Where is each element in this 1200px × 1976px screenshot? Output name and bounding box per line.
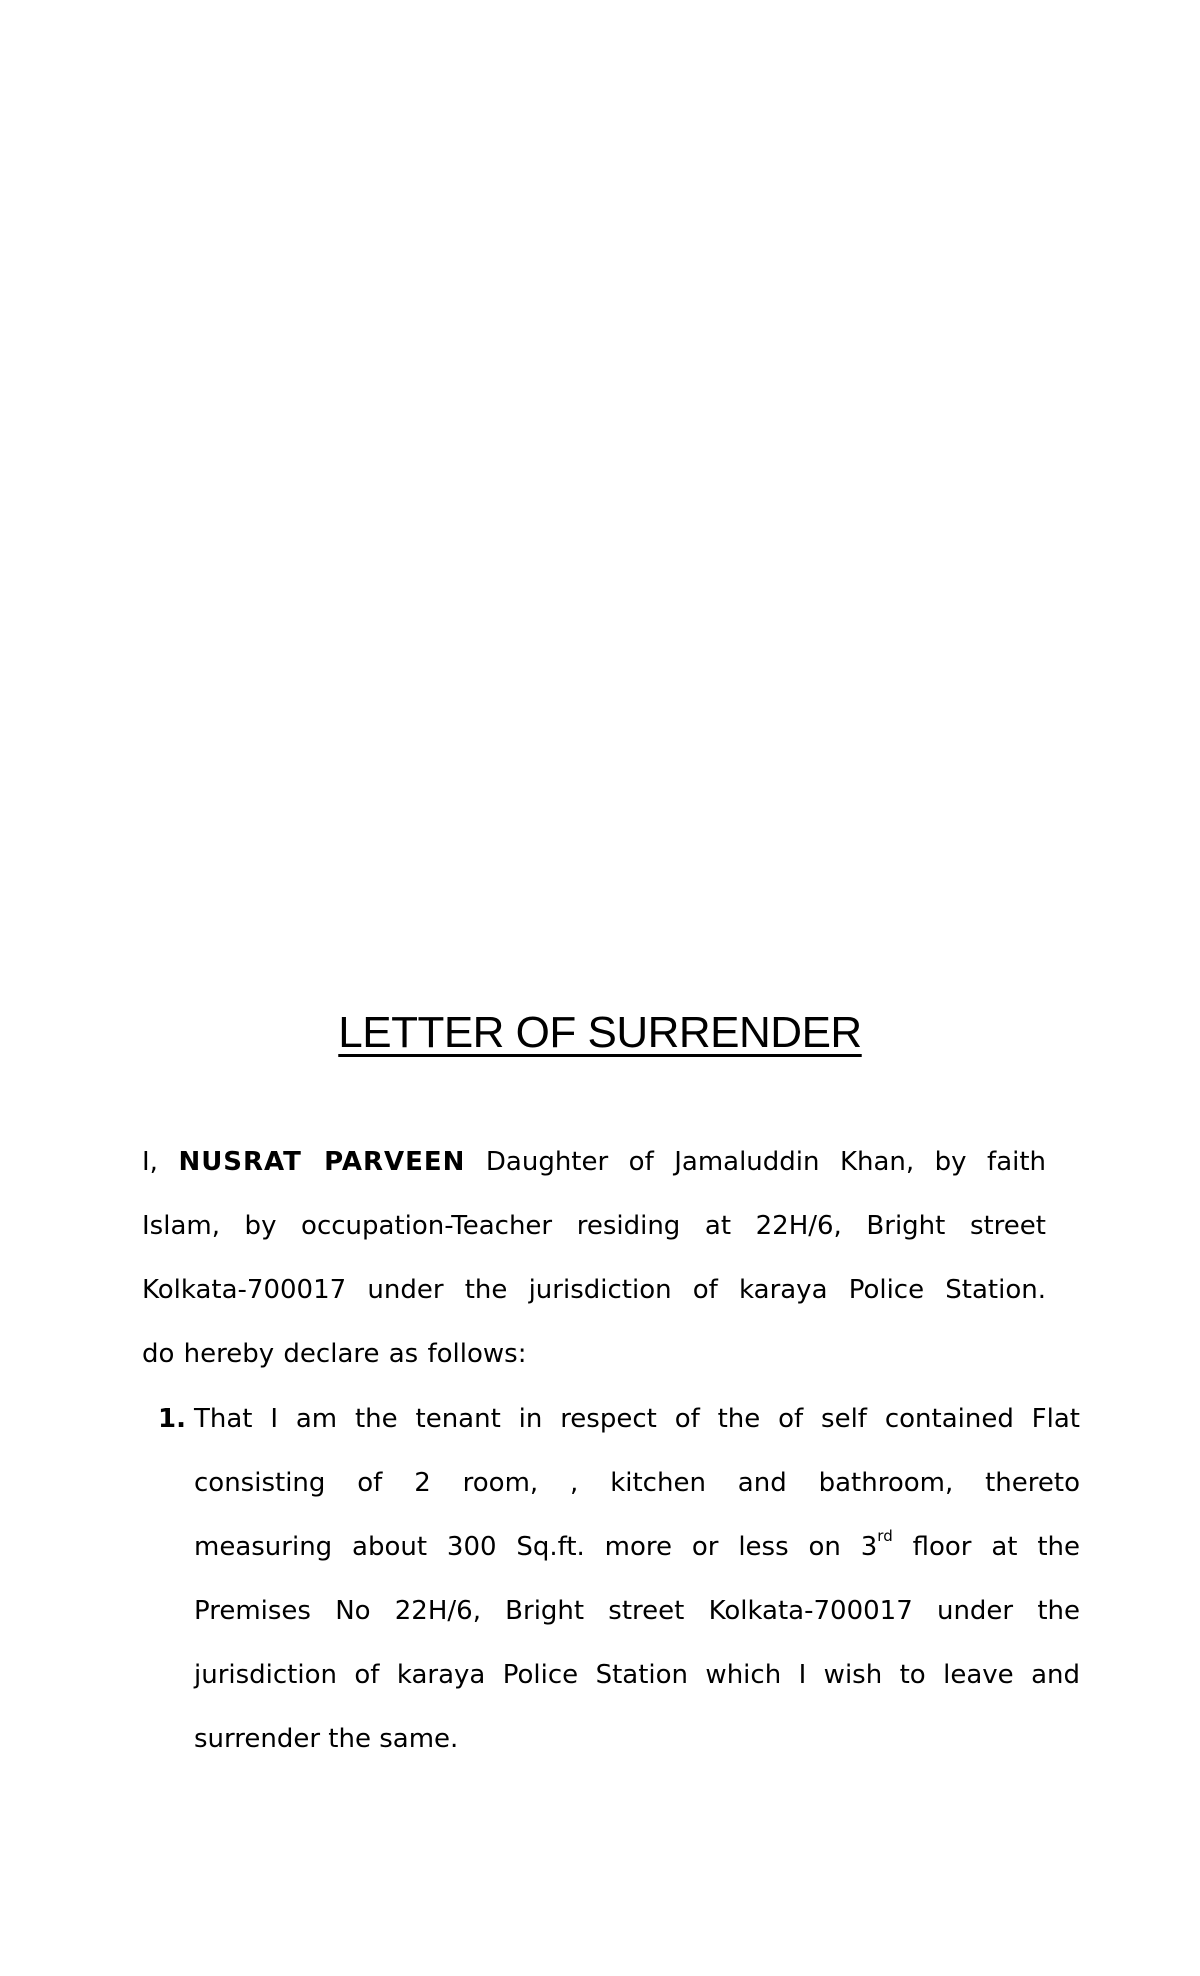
intro-paragraph (142, 1130, 1046, 1386)
declarant-name: NUSRAT PARVEEN (178, 1147, 466, 1177)
intro-prefix: I, (142, 1147, 158, 1177)
item-line-3-after: floor at the (912, 1532, 1080, 1562)
item-line-3-before: measuring about 300 Sq.ft. more or less on 3 (194, 1532, 878, 1562)
intro-line-4: do hereby declare as follows: (142, 1339, 527, 1369)
document-title (0, 1005, 1200, 1061)
item-line-1: That I am the tenant in respect of the of self contained Flat (194, 1404, 1080, 1434)
intro-line-2: Islam, by occupation-Teacher residing at 22H/6, Bright street (142, 1211, 1046, 1241)
intro-line-1 (142, 1130, 1046, 1194)
intro-line-1-rest: Daughter of Jamaluddin Khan, by faith (485, 1147, 1047, 1177)
item-number: 1. (158, 1404, 186, 1434)
item-line-4: Premises No 22H/6, Bright street Kolkata-700017 under the (194, 1596, 1080, 1626)
intro-line-3: Kolkata-700017 under the jurisdiction of karaya Police Station. (142, 1275, 1046, 1305)
item-line-3 (194, 1515, 1080, 1579)
document-title-text: LETTER OF SURRENDER (338, 1008, 862, 1057)
item-line-5: jurisdiction of karaya Police Station which I wish to leave and (194, 1660, 1080, 1690)
ordinal-superscript: rd (877, 1527, 893, 1545)
item-line-2: consisting of 2 room, , kitchen and bathroom, thereto (194, 1468, 1080, 1498)
item-body (194, 1387, 1080, 1771)
item-line-6: surrender the same. (194, 1724, 459, 1754)
